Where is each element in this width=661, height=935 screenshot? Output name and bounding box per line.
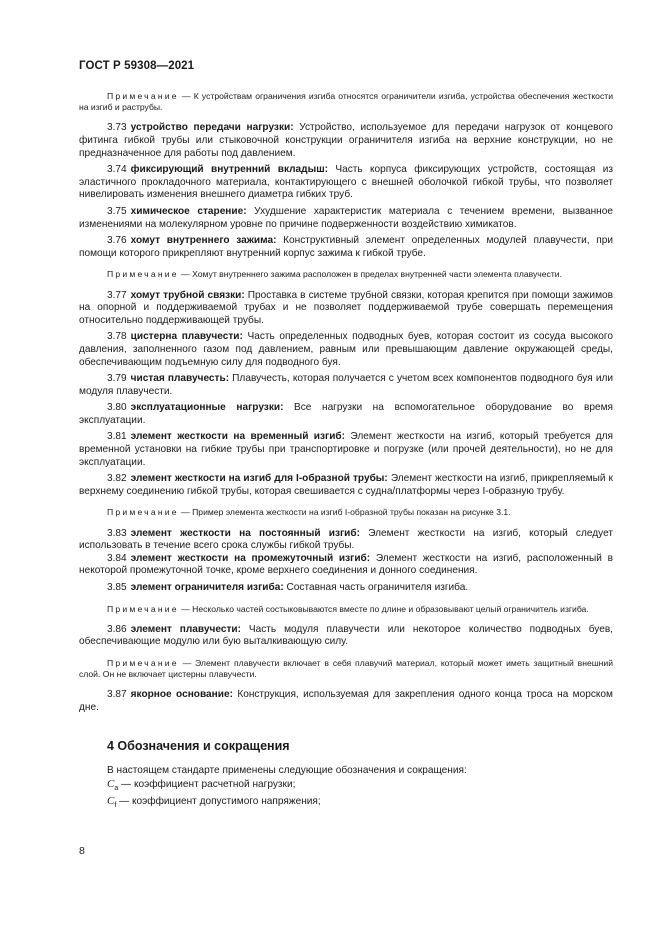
term-3-74	[79, 164, 613, 202]
note-label: Примечание	[107, 658, 179, 669]
term-number: 3.75	[107, 205, 127, 217]
term-name: фиксирующий внутренний вкладыш:	[130, 164, 328, 176]
content-body	[79, 91, 613, 813]
term-name: химическое старение:	[130, 205, 247, 217]
note-text: — Хомут внутреннего зажима расположен в пределах внутренней части элемента плавучести.	[178, 269, 562, 280]
term-name: устройство передачи нагрузки:	[130, 122, 294, 134]
term-number: 3.76	[107, 235, 127, 247]
term-3-81	[79, 431, 613, 469]
term-number: 3.80	[107, 402, 127, 414]
term-number: 3.85	[107, 582, 127, 594]
term-definition: Ухудшение характеристик материала с течением времени, вызванное изменениями на молекулярном уровне по причине подверженности воздействию химикатов.	[79, 205, 613, 230]
term-definition: Часть модуля плавучести или некоторое количество подводных буев, обеспечивающие модулю или бую выталкивающую силу.	[79, 623, 613, 648]
term-3-86	[79, 624, 613, 649]
term-name: элемент жесткости на постоянный изгиб:	[130, 527, 360, 539]
term-definition: Плавучесть, которая получается с учетом всех компонентов подводного буя или модуля плавучести.	[79, 373, 613, 397]
term-number: 3.86	[107, 623, 127, 635]
term-name: якорное основание:	[130, 689, 233, 701]
term-name: хомут трубной связки:	[130, 289, 245, 301]
term-name: чистая плавучесть:	[130, 373, 230, 385]
term-number: 3.78	[107, 331, 127, 343]
term-3-75	[79, 206, 613, 231]
term-3-85	[79, 582, 613, 595]
note-1	[79, 91, 613, 113]
term-3-77	[79, 290, 613, 328]
note-label: Примечание	[107, 603, 179, 614]
term-number: 3.79	[107, 373, 127, 385]
term-number: 3.82	[107, 473, 127, 485]
term-number: 3.87	[107, 689, 127, 701]
section-intro: В настоящем стандарте применены следующие обозначения и сокращения:	[107, 765, 467, 777]
section-heading: 4 Обозначения и сокращения	[107, 738, 290, 753]
page-number: 8	[79, 845, 85, 857]
term-name: элемент жесткости на промежуточный изгиб:	[130, 552, 371, 564]
symbol-text: — коэффициент расчетной нагрузки;	[118, 778, 296, 790]
term-definition: Составная часть ограничителя изгиба.	[283, 582, 469, 594]
term-number: 3.81	[107, 431, 127, 443]
term-name: эксплуатационные нагрузки:	[130, 402, 284, 414]
symbol-line	[79, 778, 613, 796]
term-definition: Все нагрузки на вспомогательное оборудование во время эксплуатации.	[79, 402, 613, 426]
term-3-80	[79, 402, 613, 427]
symbol-sub: a	[114, 784, 119, 792]
term-number: 3.83	[107, 527, 127, 539]
symbol-line	[79, 795, 613, 813]
note-text: — Пример элемента жесткости на изгиб I-образной трубы показан на рисунке 3.1.	[178, 507, 511, 518]
note-5	[79, 658, 613, 680]
term-number: 3.77	[107, 289, 127, 301]
term-name: элемент ограничителя изгиба:	[130, 582, 284, 594]
symbol-base: C	[107, 777, 115, 790]
term-number: 3.74	[107, 164, 127, 176]
symbol-text: — коэффициент допустимого напряжения;	[116, 796, 321, 808]
term-definition: Элемент жесткости на изгиб, расположенный в некоторой промежуточной точке, кроме верхнего соединения и донного соединения.	[79, 552, 613, 577]
term-3-87	[79, 689, 613, 714]
term-3-82	[79, 473, 613, 498]
term-3-83	[79, 528, 613, 553]
term-name: элемент жесткости на временный изгиб:	[130, 431, 346, 443]
term-3-73	[79, 122, 613, 160]
term-definition: Часть корпуса фиксирующих устройств, состоящая из эластичного прокладочного материала, контактирующего с внешней оболочкой гибкой трубы, что позволяет нивелировать изменения внешнего диаметра гибких труб.	[79, 164, 613, 201]
term-definition: Устройство, используемое для передачи нагрузок от концевого фитинга гибкой трубы или стыковочной конструкции ограничителя изгиба на верхние конструкции, но не предназначенное для работы под давлением.	[79, 122, 614, 159]
doc-header: ГОСТ Р 59308—2021	[79, 60, 195, 72]
term-definition: Конструкция, используемая для закрепления одного конца троса на морском дне.	[79, 689, 613, 714]
note-label: Примечание	[107, 507, 179, 518]
term-number: 3.84	[107, 552, 127, 564]
term-3-84	[79, 553, 613, 578]
term-name: элемент плавучести:	[130, 623, 241, 635]
term-definition: Конструктивный элемент определенных модулей плавучести, при помощи которого прикрепляют внутренний корпус зажима к гибкой трубе.	[79, 235, 613, 259]
note-3	[79, 507, 613, 518]
term-definition: Проставка в системе трубной связки, которая крепится при помощи зажимов на опорной и поддерживаемой трубах и не позволяет поддерживаемой трубе совершать перемещения относительно поддерживающей трубы.	[79, 289, 613, 326]
note-4	[79, 604, 613, 615]
note-text: — Элемент плавучести включает в себя плавучий материал, который может иметь защитный внешний слой. Он не включает цистерны плавучести.	[79, 658, 613, 680]
note-label: Примечание	[107, 91, 179, 101]
term-name: хомут внутреннего зажима:	[130, 235, 277, 247]
term-definition: Часть определенных подводных буев, которая состоит из сосуда высокого давления, заполненного газом под давлением, равным или превышающим давление окружающей среды, обеспечивающим подъемную силу для подводного буя.	[79, 331, 613, 368]
note-2	[79, 269, 613, 280]
term-3-76	[79, 235, 613, 260]
term-3-79	[79, 373, 613, 398]
term-name: цистерна плавучести:	[130, 331, 243, 343]
term-name: элемент жесткости на изгиб для I-образной трубы:	[130, 473, 388, 485]
note-text: — К устройствам ограничения изгиба относятся ограничители изгиба, устройства обеспечения жесткости на изгиб и раструбы.	[79, 91, 613, 113]
term-definition: Элемент жесткости на изгиб, прикрепляемый к верхнему соединению гибкой трубы, которая свешивается с судна/платформы через I-образную трубу.	[79, 473, 613, 497]
note-text: — Несколько частей состыковываются вместе по длине и образовывают целый ограничитель изгиба.	[178, 603, 589, 614]
term-definition: Элемент жесткости на изгиб, который требуется для временной установки на гибкие трубы при транспортировке и погрузке (или прочей деятельности), но не для эксплуатации.	[79, 431, 613, 468]
symbol-base: C	[107, 795, 115, 808]
term-definition: Элемент жесткости на изгиб, который следует использовать в течение всего срока службы гибкой трубы.	[79, 527, 613, 552]
term-number: 3.73	[107, 122, 127, 134]
note-label: Примечание	[107, 269, 179, 280]
term-3-78	[79, 331, 613, 369]
symbol-sub: f	[114, 802, 117, 810]
